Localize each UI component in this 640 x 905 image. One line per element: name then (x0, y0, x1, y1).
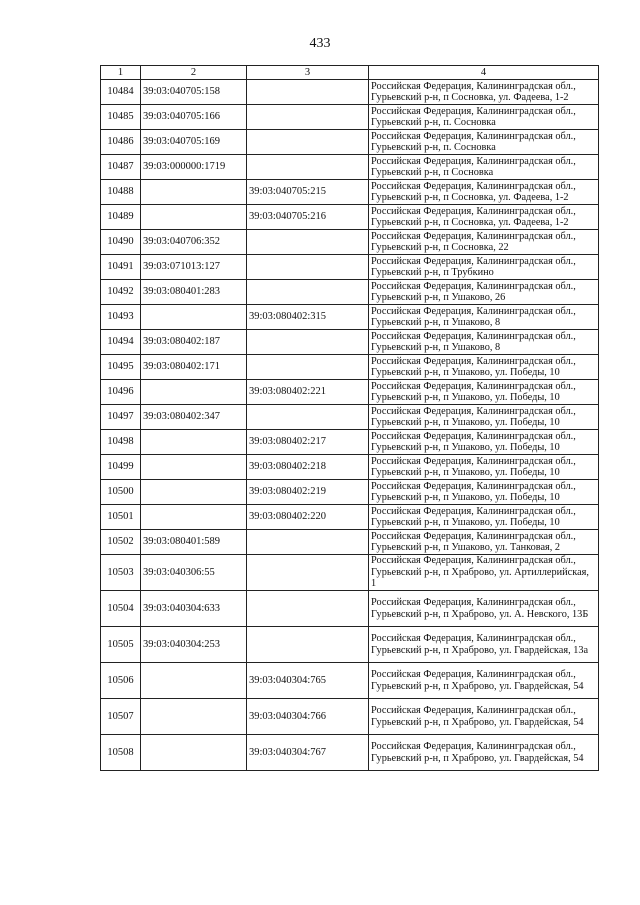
cadastral-number-alt (247, 591, 369, 627)
cadastral-number-alt (247, 330, 369, 355)
row-number: 10507 (101, 699, 141, 735)
cadastral-number (141, 180, 247, 205)
row-number: 10495 (101, 355, 141, 380)
cadastral-number (141, 735, 247, 771)
row-number: 10498 (101, 430, 141, 455)
address-cell: Российская Федерация, Калининградская обл., Гурьевский р-н, п Ушаково, ул. Танковая, 2 (369, 530, 599, 555)
cadastral-number-alt (247, 255, 369, 280)
row-number: 10506 (101, 663, 141, 699)
table-row (101, 205, 599, 230)
table-row (101, 480, 599, 505)
table-row (101, 663, 599, 699)
address-cell: Российская Федерация, Калининградская обл., Гурьевский р-н, п Сосновка, ул. Фадеева, 1-2 (369, 205, 599, 230)
row-number: 10502 (101, 530, 141, 555)
row-number: 10504 (101, 591, 141, 627)
cadastral-number: 39:03:080402:171 (141, 355, 247, 380)
table-row (101, 155, 599, 180)
cadastral-number-alt: 39:03:080402:315 (247, 305, 369, 330)
cadastral-number: 39:03:071013:127 (141, 255, 247, 280)
table-row (101, 80, 599, 105)
cadastral-number-alt: 39:03:040304:766 (247, 699, 369, 735)
address-cell: Российская Федерация, Калининградская обл., Гурьевский р-н, п Храброво, ул. А. Невского, 13Б (369, 591, 599, 627)
address-cell: Российская Федерация, Калининградская обл., Гурьевский р-н, п Сосновка, ул. Фадеева, 1-2 (369, 80, 599, 105)
cadastral-number-alt (247, 280, 369, 305)
table-row (101, 130, 599, 155)
address-cell: Российская Федерация, Калининградская обл., Гурьевский р-н, п Ушаково, ул. Победы, 10 (369, 355, 599, 380)
cadastral-number (141, 480, 247, 505)
address-cell: Российская Федерация, Калининградская обл., Гурьевский р-н, п Ушаково, 26 (369, 280, 599, 305)
row-number: 10493 (101, 305, 141, 330)
table-row (101, 735, 599, 771)
address-cell: Российская Федерация, Калининградская обл., Гурьевский р-н, п Храброво, ул. Гвардейская, 54 (369, 735, 599, 771)
address-cell: Российская Федерация, Калининградская обл., Гурьевский р-н, п Сосновка, 22 (369, 230, 599, 255)
table-row (101, 305, 599, 330)
row-number: 10487 (101, 155, 141, 180)
table-row (101, 505, 599, 530)
cadastral-number-alt (247, 627, 369, 663)
cadastral-number: 39:03:080402:187 (141, 330, 247, 355)
row-number: 10501 (101, 505, 141, 530)
cadastral-number-alt (247, 530, 369, 555)
address-cell: Российская Федерация, Калининградская обл., Гурьевский р-н, п Ушаково, 8 (369, 305, 599, 330)
row-number: 10484 (101, 80, 141, 105)
table-row (101, 699, 599, 735)
address-cell: Российская Федерация, Калининградская обл., Гурьевский р-н, п Ушаково, ул. Победы, 10 (369, 405, 599, 430)
address-cell: Российская Федерация, Калининградская обл., Гурьевский р-н, п Сосновка, ул. Фадеева, 1-2 (369, 180, 599, 205)
cadastral-number (141, 205, 247, 230)
row-number: 10494 (101, 330, 141, 355)
cadastral-number-alt (247, 130, 369, 155)
cadastral-number-alt: 39:03:080402:220 (247, 505, 369, 530)
row-number: 10505 (101, 627, 141, 663)
page-number: 433 (309, 36, 331, 51)
cadastral-number-alt: 39:03:040304:765 (247, 663, 369, 699)
table-row (101, 530, 599, 555)
table-row (101, 255, 599, 280)
cadastral-number (141, 305, 247, 330)
cadastral-number-alt: 39:03:040705:215 (247, 180, 369, 205)
address-cell: Российская Федерация, Калининградская обл., Гурьевский р-н, п Ушаково, ул. Победы, 10 (369, 505, 599, 530)
row-number: 10497 (101, 405, 141, 430)
row-number: 10489 (101, 205, 141, 230)
cadastral-number: 39:03:080401:283 (141, 280, 247, 305)
row-number: 10491 (101, 255, 141, 280)
row-number: 10490 (101, 230, 141, 255)
cadastral-number (141, 380, 247, 405)
cadastral-number: 39:03:080401:589 (141, 530, 247, 555)
address-cell: Российская Федерация, Калининградская обл., Гурьевский р-н, п Ушаково, ул. Победы, 10 (369, 380, 599, 405)
column-header: 1 (101, 66, 141, 80)
cadastral-number-alt (247, 355, 369, 380)
cadastral-number: 39:03:040705:169 (141, 130, 247, 155)
address-cell: Российская Федерация, Калининградская обл., Гурьевский р-н, п. Сосновка (369, 105, 599, 130)
address-cell: Российская Федерация, Калининградская обл., Гурьевский р-н, п Храброво, ул. Гвардейская, 54 (369, 663, 599, 699)
address-cell: Российская Федерация, Калининградская обл., Гурьевский р-н, п Храброво, ул. Гвардейская, 13а (369, 627, 599, 663)
column-header: 2 (141, 66, 247, 80)
table-row (101, 555, 599, 591)
cadastral-number-alt (247, 230, 369, 255)
registry-table (100, 65, 599, 771)
cadastral-number: 39:03:000000:1719 (141, 155, 247, 180)
cadastral-number (141, 663, 247, 699)
table-row (101, 455, 599, 480)
address-cell: Российская Федерация, Калининградская обл., Гурьевский р-н, п. Сосновка (369, 130, 599, 155)
cadastral-number-alt: 39:03:080402:218 (247, 455, 369, 480)
table-row (101, 180, 599, 205)
cadastral-number-alt (247, 105, 369, 130)
row-number: 10486 (101, 130, 141, 155)
address-cell: Российская Федерация, Калининградская обл., Гурьевский р-н, п Ушаково, 8 (369, 330, 599, 355)
address-cell: Российская Федерация, Калининградская обл., Гурьевский р-н, п Трубкино (369, 255, 599, 280)
column-header: 4 (369, 66, 599, 80)
table-header-row (101, 66, 599, 80)
cadastral-number: 39:03:040705:166 (141, 105, 247, 130)
row-number: 10508 (101, 735, 141, 771)
address-cell: Российская Федерация, Калининградская обл., Гурьевский р-н, п Ушаково, ул. Победы, 10 (369, 480, 599, 505)
table-row (101, 330, 599, 355)
table-row (101, 380, 599, 405)
cadastral-number (141, 455, 247, 480)
cadastral-number (141, 699, 247, 735)
table-row (101, 627, 599, 663)
row-number: 10496 (101, 380, 141, 405)
cadastral-number-alt: 39:03:040705:216 (247, 205, 369, 230)
cadastral-number-alt: 39:03:080402:219 (247, 480, 369, 505)
table-row (101, 280, 599, 305)
cadastral-number: 39:03:040304:633 (141, 591, 247, 627)
cadastral-number-alt (247, 155, 369, 180)
table-row (101, 105, 599, 130)
cadastral-number-alt: 39:03:040304:767 (247, 735, 369, 771)
cadastral-number (141, 430, 247, 455)
table-row (101, 430, 599, 455)
cadastral-number-alt (247, 80, 369, 105)
row-number: 10500 (101, 480, 141, 505)
table-row (101, 405, 599, 430)
cadastral-number: 39:03:080402:347 (141, 405, 247, 430)
cadastral-number-alt: 39:03:080402:217 (247, 430, 369, 455)
row-number: 10492 (101, 280, 141, 305)
cadastral-number: 39:03:040306:55 (141, 555, 247, 591)
cadastral-number: 39:03:040706:352 (141, 230, 247, 255)
address-cell: Российская Федерация, Калининградская обл., Гурьевский р-н, п Ушаково, ул. Победы, 10 (369, 430, 599, 455)
column-header: 3 (247, 66, 369, 80)
table-row (101, 355, 599, 380)
cadastral-number-alt (247, 405, 369, 430)
cadastral-number-alt: 39:03:080402:221 (247, 380, 369, 405)
row-number: 10503 (101, 555, 141, 591)
table-row (101, 591, 599, 627)
row-number: 10488 (101, 180, 141, 205)
address-cell: Российская Федерация, Калининградская обл., Гурьевский р-н, п Сосновка (369, 155, 599, 180)
cadastral-number-alt (247, 555, 369, 591)
cadastral-number: 39:03:040304:253 (141, 627, 247, 663)
address-cell: Российская Федерация, Калининградская обл., Гурьевский р-н, п Храброво, ул. Гвардейская, 54 (369, 699, 599, 735)
address-cell: Российская Федерация, Калининградская обл., Гурьевский р-н, п Ушаково, ул. Победы, 10 (369, 455, 599, 480)
table-row (101, 230, 599, 255)
row-number: 10485 (101, 105, 141, 130)
cadastral-number (141, 505, 247, 530)
address-cell: Российская Федерация, Калининградская обл., Гурьевский р-н, п Храброво, ул. Артиллерийская, 1 (369, 555, 599, 591)
row-number: 10499 (101, 455, 141, 480)
cadastral-number: 39:03:040705:158 (141, 80, 247, 105)
